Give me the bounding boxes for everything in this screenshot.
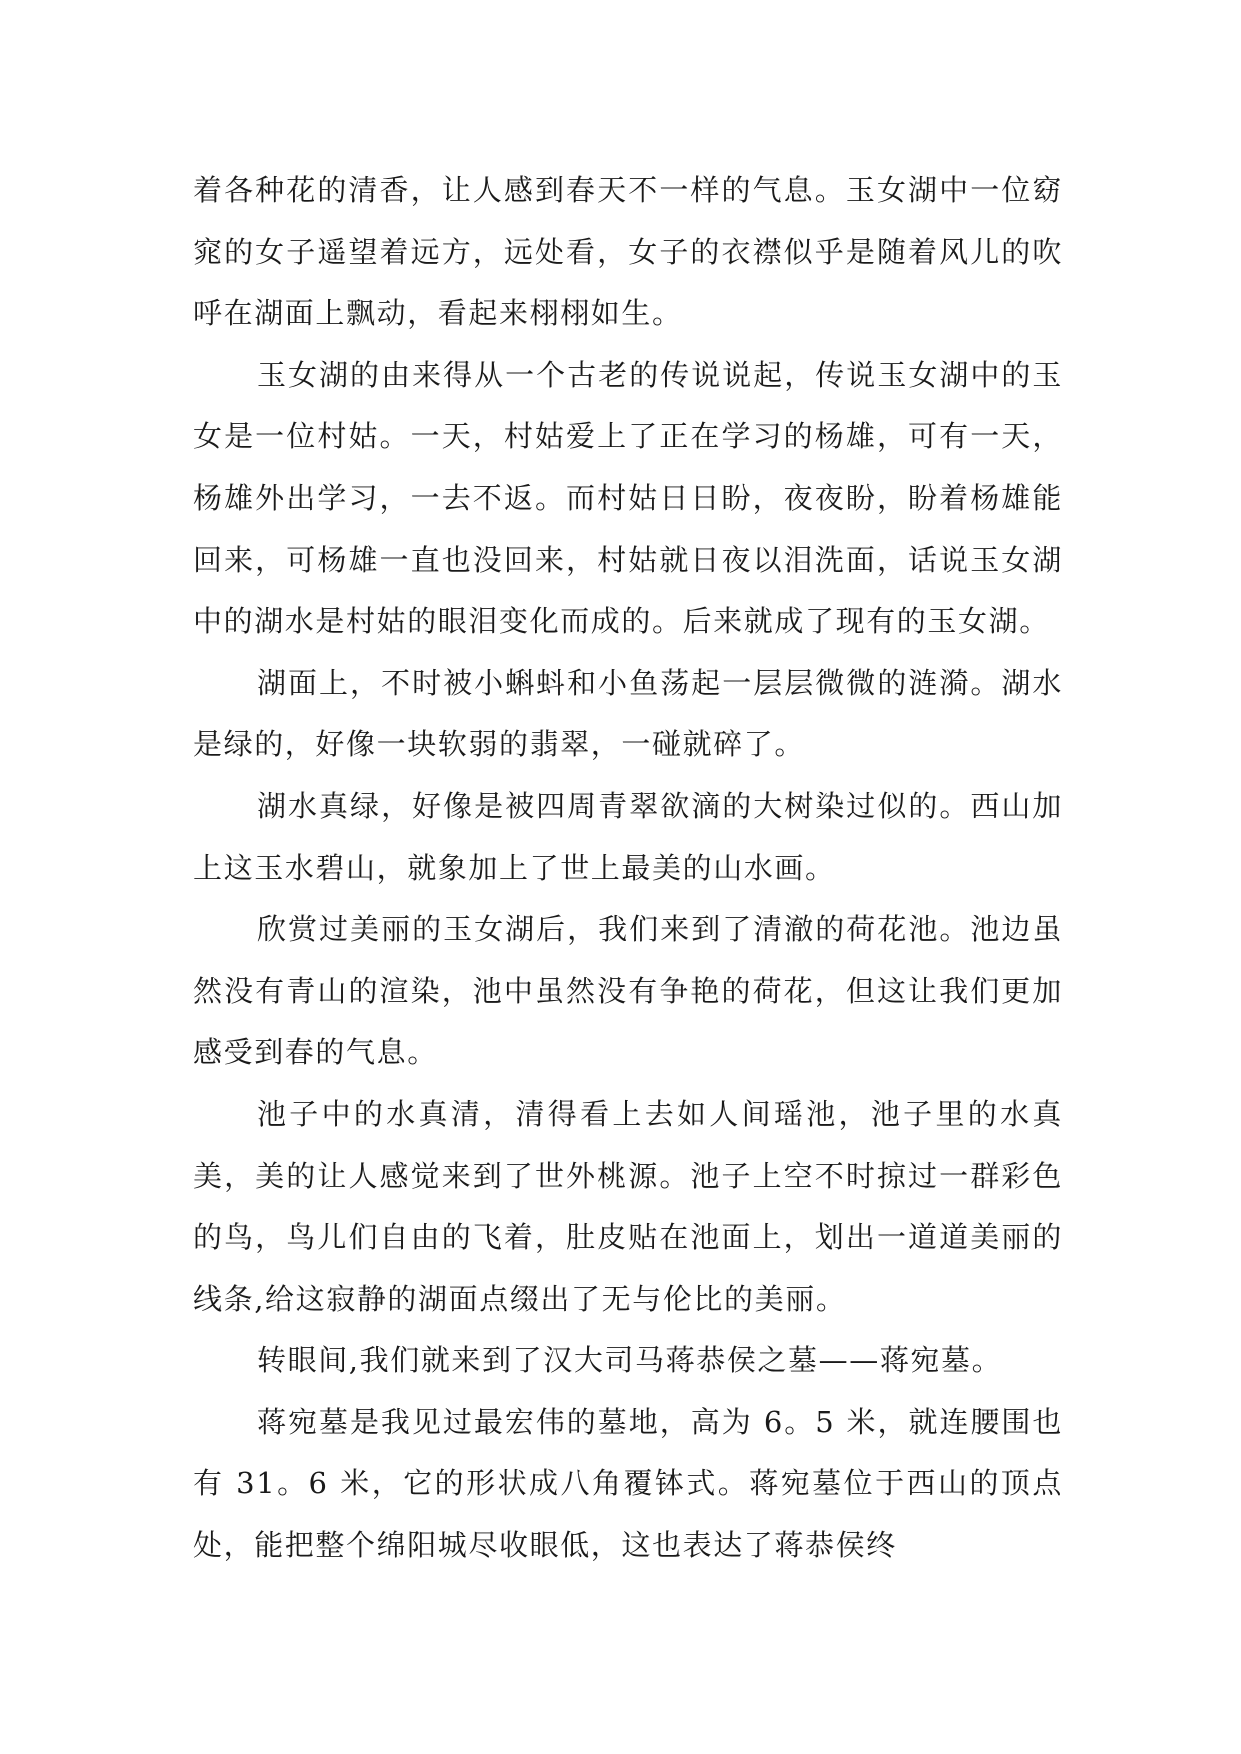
paragraph: 着各种花的清香，让人感到春天不一样的气息。玉女湖中一位窈窕的女子遥望着远方，远处看，女子的衣襟似乎是随着风儿的吹呼在湖面上飘动，看起来栩栩如生。 xyxy=(193,173,1063,331)
paragraph: 欣赏过美丽的玉女湖后，我们来到了清澈的荷花池。池边虽然没有青山的渲染，池中虽然没有争艳的荷花，但这让我们更加感受到春的气息。 xyxy=(193,912,1063,1070)
paragraph: 池子中的水真清，清得看上去如人间瑶池，池子里的水真美，美的让人感觉来到了世外桃源。池子上空不时掠过一群彩色的鸟，鸟儿们自由的飞着，肚皮贴在池面上，划出一道道美丽的线条,给这寂静的湖面点缀出了无与伦比的美丽。 xyxy=(193,1096,1063,1316)
paragraph: 湖水真绿，好像是被四周青翠欲滴的大树染过似的。西山加上这玉水碧山，就象加上了世上最美的山水画。 xyxy=(193,788,1063,885)
paragraph: 玉女湖的由来得从一个古老的传说说起，传说玉女湖中的玉女是一位村姑。一天，村姑爱上了正在学习的杨雄，可有一天，杨雄外出学习，一去不返。而村姑日日盼，夜夜盼，盼着杨雄能回来，可杨雄一直也没回来，村姑就日夜以泪洗面，话说玉女湖中的湖水是村姑的眼泪变化而成的。后来就成了现有的玉女湖。 xyxy=(193,357,1063,639)
paragraph: 湖面上，不时被小蝌蚪和小鱼荡起一层层微微的涟漪。湖水是绿的，好像一块软弱的翡翠，一碰就碎了。 xyxy=(193,665,1063,762)
document-body xyxy=(193,160,1063,1577)
paragraph: 蒋宛墓是我见过最宏伟的墓地，高为 6。5 米，就连腰围也有 31。6 米，它的形状成八角覆钵式。蒋宛墓位于西山的顶点处，能把整个绵阳城尽收眼低，这也表达了蒋恭侯终 xyxy=(193,1404,1063,1563)
paragraph: 转眼间,我们就来到了汉大司马蒋恭侯之墓——蒋宛墓。 xyxy=(257,1343,1003,1378)
